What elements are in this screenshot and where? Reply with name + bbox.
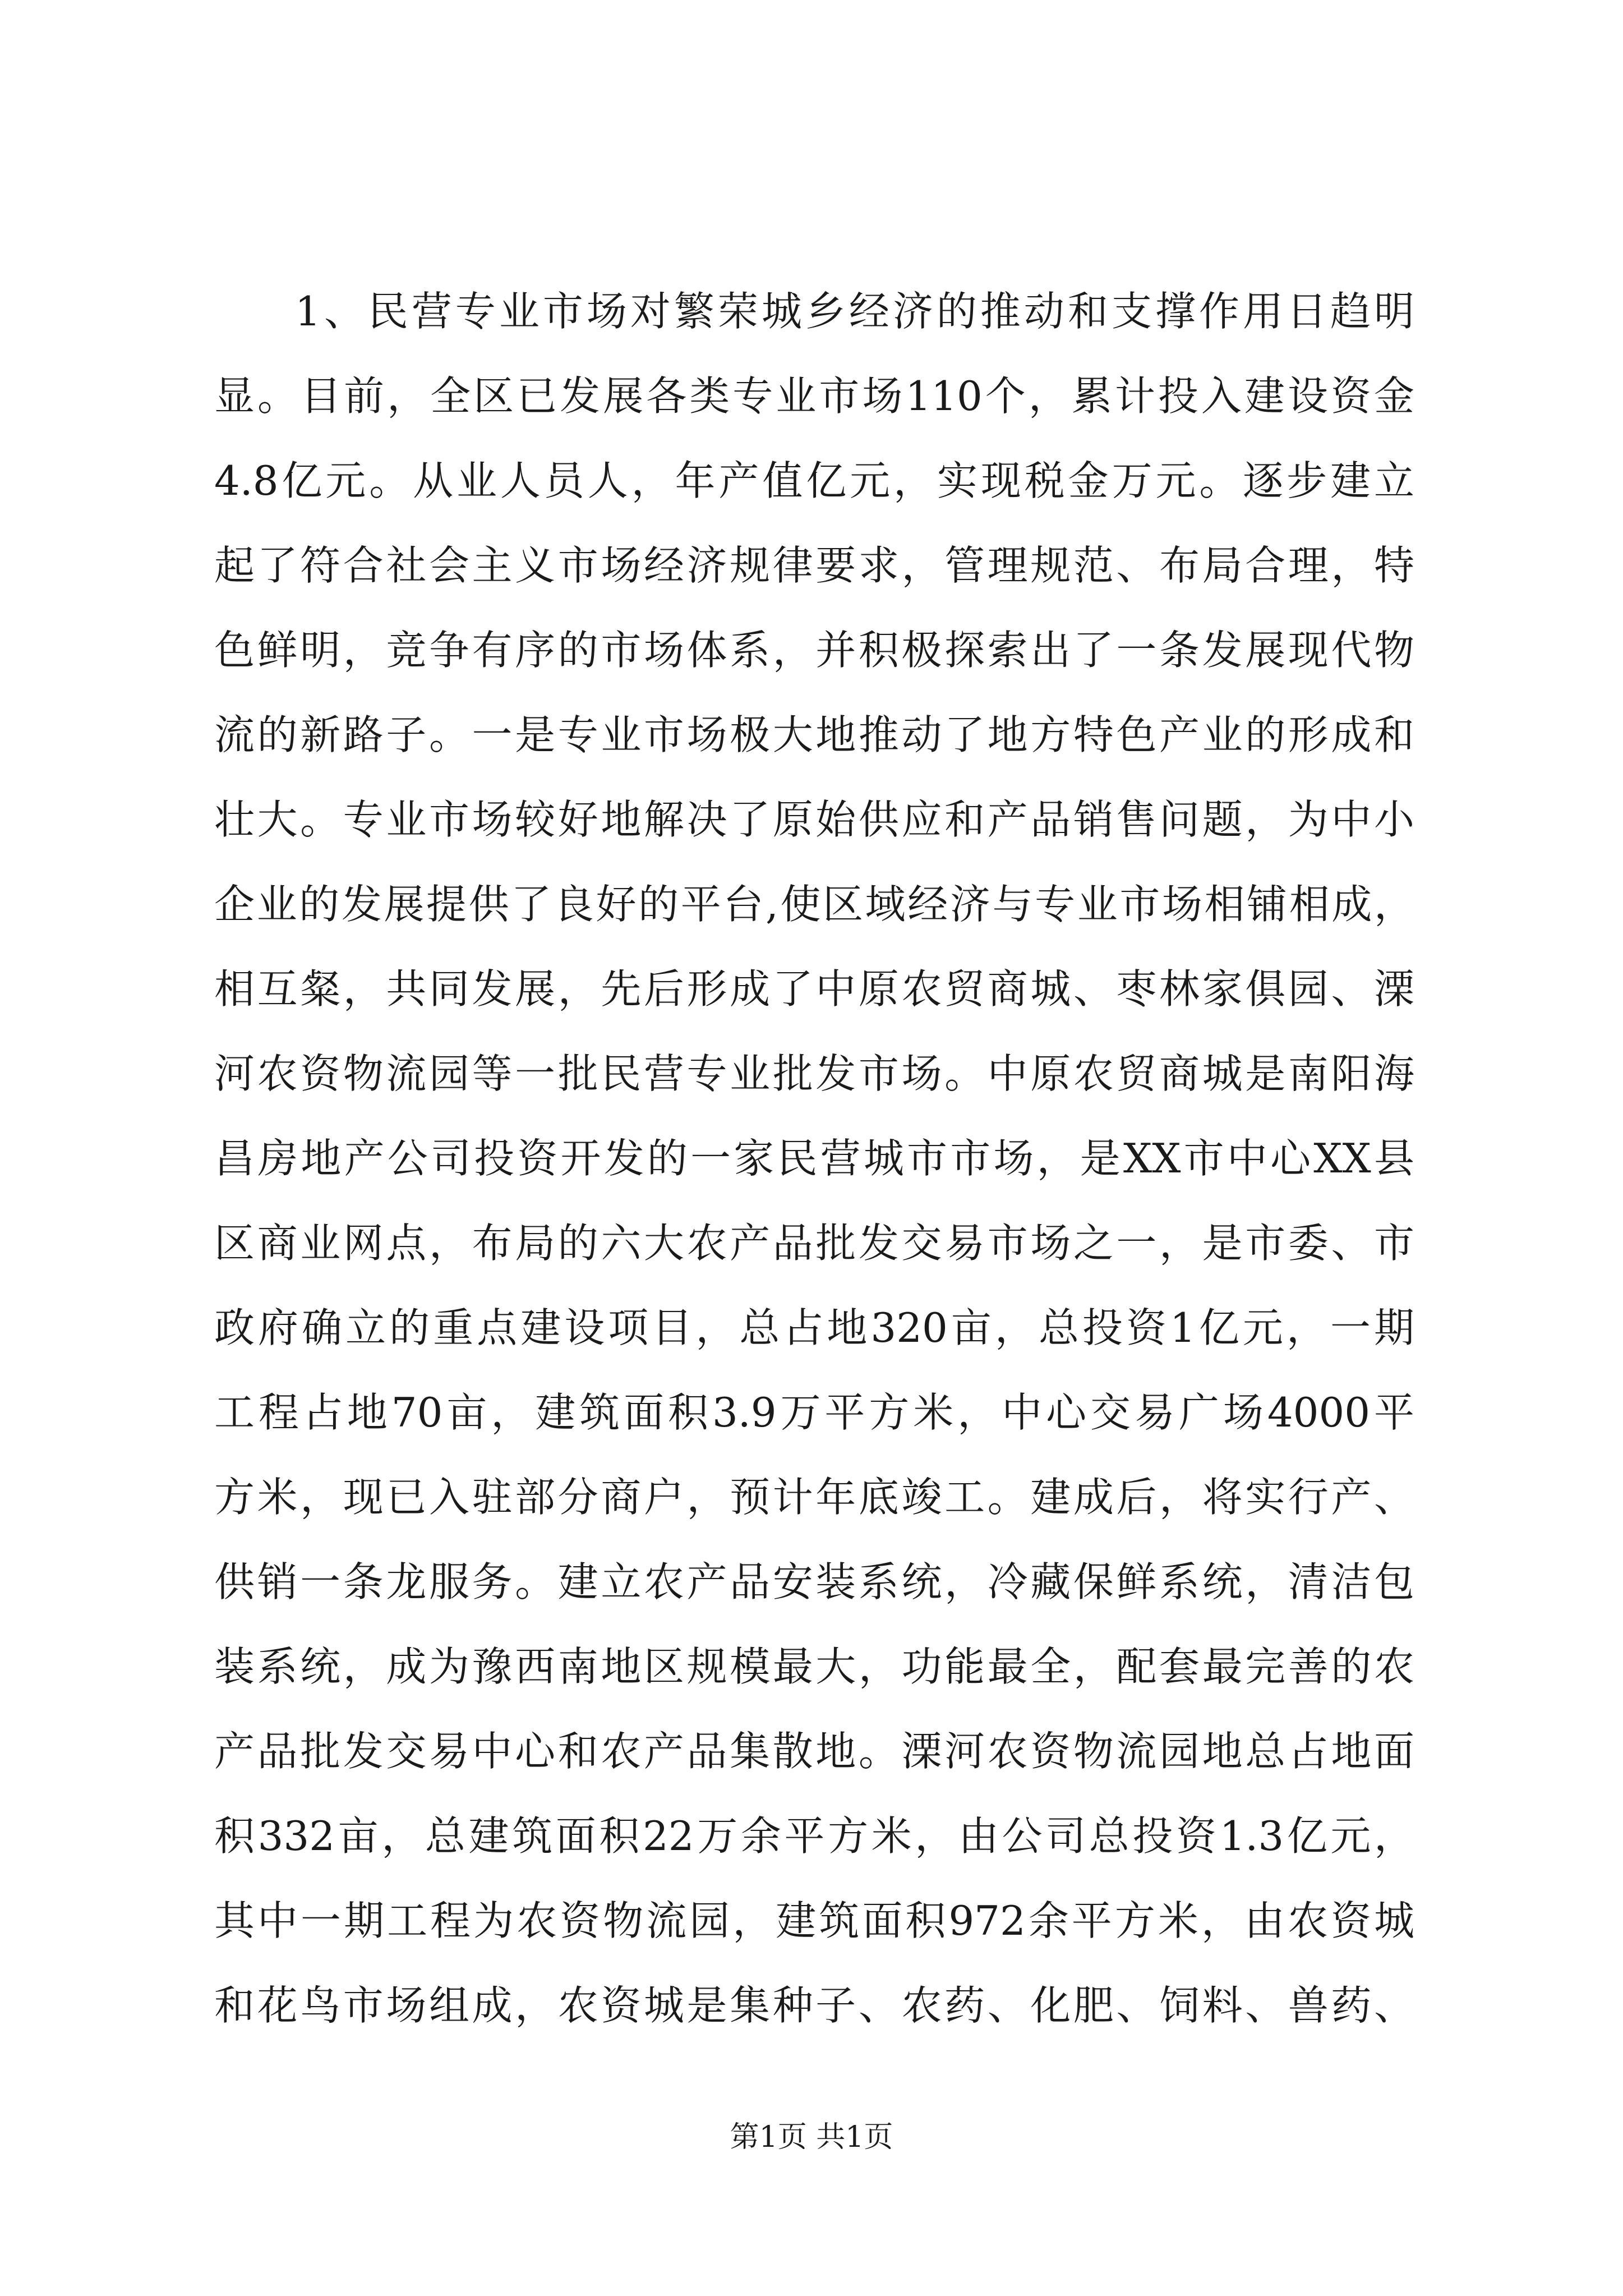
text-line: 区商业网点，布局的六大农产品批发交易市场之一，是市委、市 bbox=[214, 1220, 1414, 1267]
text-line: 企业的发展提供了良好的平台,使区域经济与专业市场相铺相成， bbox=[214, 881, 1414, 928]
body-paragraph bbox=[214, 269, 1414, 2048]
text-line: 方米，现已入驻部分商户，预计年底竣工。建成后，将实行产、 bbox=[214, 1474, 1414, 1521]
page-number-footer: 第1页 共1页 bbox=[730, 2120, 893, 2154]
text-line: 其中一期工程为农资物流园，建筑面积972余平方米，由农资城 bbox=[214, 1897, 1414, 1944]
text-line: 显。目前，全区已发展各类专业市场110个，累计投入建设资金 bbox=[214, 372, 1414, 420]
text-line: 昌房地产公司投资开发的一家民营城市市场，是XX市中心XX县 bbox=[214, 1135, 1414, 1182]
text-line: 壮大。专业市场较好地解决了原始供应和产品销售问题，为中小 bbox=[214, 796, 1414, 843]
text-line: 河农资物流园等一批民营专业批发市场。中原农贸商城是南阳海 bbox=[214, 1050, 1414, 1097]
text-line: 装系统，成为豫西南地区规模最大，功能最全，配套最完善的农 bbox=[214, 1643, 1414, 1690]
text-line: 4.8亿元。从业人员人，年产值亿元，实现税金万元。逐步建立 bbox=[214, 457, 1414, 504]
text-line: 工程占地70亩，建筑面积3.9万平方米，中心交易广场4000平 bbox=[214, 1389, 1414, 1436]
text-line: 流的新路子。一是专业市场极大地推动了地方特色产业的形成和 bbox=[214, 711, 1414, 758]
text-line: 色鲜明，竞争有序的市场体系，并积极探索出了一条发展现代物 bbox=[214, 627, 1414, 674]
text-line: 起了符合社会主义市场经济规律要求，管理规范、布局合理，特 bbox=[214, 542, 1414, 589]
text-line: 1、民营专业市场对繁荣城乡经济的推动和支撑作用日趋明 bbox=[295, 288, 1414, 335]
text-line: 产品批发交易中心和农产品集散地。溧河农资物流园地总占地面 bbox=[214, 1728, 1414, 1775]
text-line: 和花鸟市场组成，农资城是集种子、农药、化肥、饲料、兽药、 bbox=[214, 1982, 1414, 2029]
text-line: 供销一条龙服务。建立农产品安装系统，冷藏保鲜系统，清洁包 bbox=[214, 1558, 1414, 1605]
text-line: 政府确立的重点建设项目，总占地320亩，总投资1亿元，一期 bbox=[214, 1304, 1414, 1351]
text-line: 积332亩，总建筑面积22万余平方米，由公司总投资1.3亿元， bbox=[214, 1812, 1414, 1860]
text-line: 相互粲，共同发展，先后形成了中原农贸商城、枣林家俱园、溧 bbox=[214, 965, 1414, 1013]
